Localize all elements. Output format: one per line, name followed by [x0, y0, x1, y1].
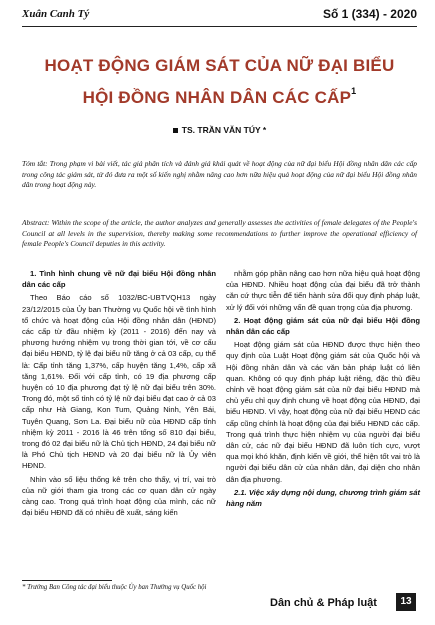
abstract-vietnamese: Tóm tắt: Trong phạm vi bài viết, tác giả phân tích và đánh giá khái quát về hoạt động của nữ đại biểu Hội đồng nhân dân các cấp trong công tác giám sát, từ đó đưa ra một số kiến nghị nhằm nâng cao hơn nữa hiệu quả hoạt động của nữ đại biểu Hội đồng nhân dân trong hoạt động này. — [22, 159, 417, 190]
square-bullet-icon — [173, 128, 178, 133]
left-paragraph-1: Theo Báo cáo số 1032/BC-UBTVQH13 ngày 23/12/2015 của Ủy ban Thường vụ Quốc hội về tình hình tổ chức và hoạt động của Hội đồng nhân dân (HĐND) các cấp từ đầu nhiệm kỳ (2011 - 2016) đến nay và phương hướng nhiệm vụ trong thời gian tới, về cơ cấu đại biểu HĐND, tỷ lệ đại biểu nữ tăng ở cả 03 cấp, cụ thể là: Cấp tỉnh tăng 1,37%, cấp huyện tăng 1,4%, cấp xã tăng 1,61%. Đối với cấp tỉnh, có 19 địa phương cấp huyện có 10 địa phương đạt tỷ lệ nữ đại biểu trên 30%. Trong đó, một số tỉnh có tỷ lệ nữ đại biểu đạt cao ở cả 03 cấp như Hà Giang, Kon Tum, Quảng Ninh, Yên Bái, Tuyên Quang, Sơn La. Đại biểu nữ của HĐND cấp tỉnh nhiệm kỳ 2011 - 2016 là 46 trên tổng số 810 đại biểu, trong đó 02 đại biểu nữ là Chủ tịch HĐND, 24 đại biểu nữ là Phó Chủ tịch HĐND và 20 đại biểu nữ là Ủy viên HĐND. — [22, 293, 216, 471]
journal-name: Xuân Canh Tý — [22, 8, 90, 20]
page-number: 13 — [396, 593, 416, 611]
running-header — [22, 6, 417, 26]
right-paragraph-1: nhằm góp phần nâng cao hơn nữa hiệu quả hoạt động của HĐND. Nhiều hoạt động của đại biểu đã trở thành căn cứ thực tiễn để tiến hành sửa đổi quy định pháp luật, xử lý đối với những vấn đề quan trọng của địa phương. — [226, 269, 420, 312]
article-title-line-2 — [22, 88, 417, 108]
footer-section-name: Dân chủ & Pháp luật — [270, 597, 377, 609]
right-column — [226, 268, 420, 511]
title-line-2-text: HỘI ĐỒNG NHÂN DÂN CÁC CẤP — [82, 88, 352, 107]
header-rule — [22, 26, 417, 27]
left-paragraph-2: Nhìn vào số liệu thống kê trên cho thấy, vị trí, vai trò của nữ giới tham gia trong các cơ quan dân cử ngày càng cao. Trong quá trình hoạt động của mình, các nữ đại biểu HĐND đã có nhiều đề xuất, sáng kiến — [22, 474, 216, 518]
section-2-heading: 2. Hoạt động giám sát của nữ đại biểu Hội đồng nhân dân các cấp — [226, 315, 420, 337]
abstract-english: Abstract: Within the scope of the article, the author analyzes and generally assesses the activities of female delegates of the People's Council at all levels in the supervision, thereby making some recommendations to further improve the operational efficiency of female People's Council deputies in this activity. — [22, 218, 417, 249]
right-paragraph-2: Hoạt động giám sát của HĐND được thực hiện theo quy định của Luật Hoạt động giám sát của Quốc hội và Hội đồng nhân dân và các văn bản pháp luật có liên quan. Không có quy định pháp luật riêng, đặc thù điều chỉnh về hoạt động giám sát của nữ đại biểu HĐND mà chủ yếu chỉ quy định chung về hoạt động của HĐND, đại biểu HĐND. Vì vậy, hoạt động của nữ đại biểu HĐND các cấp cũng chính là hoạt động của đại biểu HĐND các cấp. Trong quá trình thực hiện nhiệm vụ của người đại biểu dân cử, các nữ đại biểu HĐND đã luôn tích cực, vượt qua mọi khó khăn, định kiến về giới, thể hiện tốt vai trò là người đại biểu dân cử của nhân dân, đại diện cho nhân dân địa phương. — [226, 340, 420, 484]
author-footnote: * Trưởng Ban Công tác đại biểu thuộc Ủy ban Thường vụ Quốc hội — [22, 584, 207, 591]
author-name: TS. TRẦN VĂN TÚY * — [181, 125, 267, 135]
author-line — [22, 125, 417, 135]
article-title-line-1: HOẠT ĐỘNG GIÁM SÁT CỦA NỮ ĐẠI BIỂU — [44, 56, 395, 75]
footnote-rule — [22, 580, 112, 581]
subsection-2-1-heading: 2.1. Việc xây dựng nội dung, chương trình giám sát hàng năm — [226, 487, 420, 509]
section-1-heading: 1. Tình hình chung về nữ đại biểu Hội đồng nhân dân các cấp — [22, 269, 216, 290]
left-column — [22, 268, 216, 520]
issue-number: Số 1 (334) - 2020 — [322, 7, 417, 21]
title-footnote-marker: 1 — [351, 86, 357, 97]
